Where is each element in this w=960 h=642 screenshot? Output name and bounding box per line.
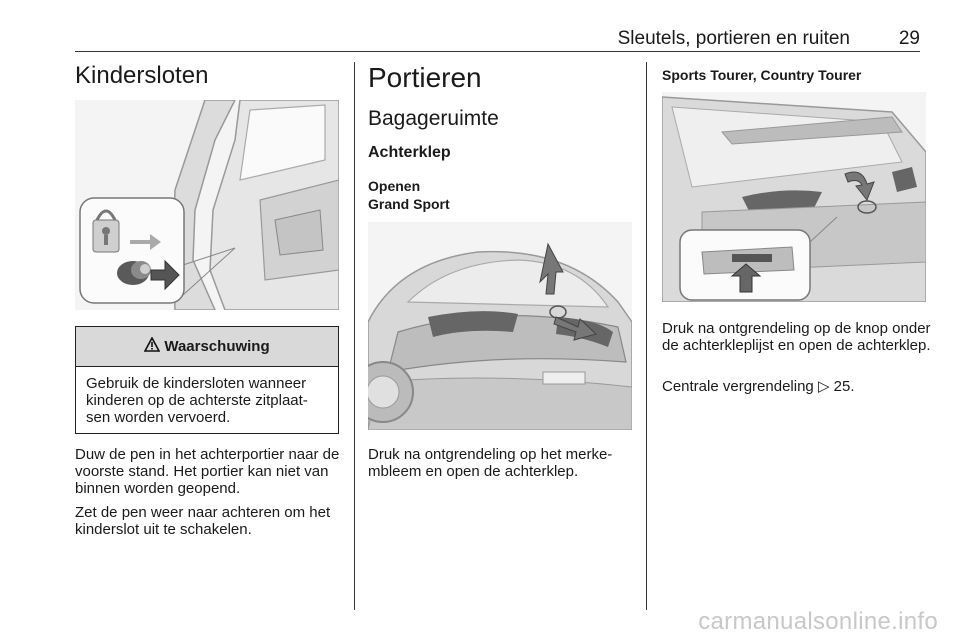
- paragraph-sports-tourer-1: Druk na ontgrendeling op de knop onder de achterkleplijst en open de achterklep.: [662, 320, 931, 354]
- section-heading-portieren: Portieren: [368, 62, 482, 93]
- page-number: 29: [898, 28, 920, 49]
- running-header-title: Sleutels, portieren en ruiten: [617, 28, 850, 49]
- heading-sports-tourer: Sports Tourer, Country Tourer: [662, 67, 862, 83]
- section-heading-kindersloten: Kindersloten: [75, 62, 209, 89]
- column-divider-right: [646, 62, 647, 610]
- watermark: carmanualsonline.info: [698, 608, 938, 635]
- column-divider-left: [354, 62, 355, 610]
- child-lock-illustration: [75, 100, 339, 310]
- warning-title: Waarschuwing: [164, 338, 270, 355]
- warning-box: [75, 326, 339, 434]
- paragraph-child-lock-2: Zet de pen weer naar achteren om het kinderslot uit te schakelen.: [75, 504, 331, 538]
- sports-tourer-tailgate-illustration: [662, 92, 926, 302]
- warning-header: [76, 327, 338, 367]
- page-reference-icon[interactable]: ▷: [817, 378, 830, 395]
- header-rule: [75, 51, 920, 52]
- heading-openen: Openen: [368, 178, 421, 194]
- subheading-bagageruimte: Bagageruimte: [368, 107, 499, 130]
- warning-text: Gebruik de kindersloten wanneer kinderen op de achterste zitplaat-sen worden vervoerd.: [86, 375, 308, 426]
- paragraph-central-locking: [662, 378, 932, 395]
- grand-sport-tailgate-illustration: [368, 222, 632, 430]
- heading-achterklep: Achterklep: [368, 144, 451, 161]
- page-reference[interactable]: 25.: [833, 378, 855, 395]
- warning-triangle-icon: [144, 337, 160, 356]
- heading-grand-sport: Grand Sport: [368, 196, 450, 212]
- caption-grand-sport: Druk na ontgrendeling op het merke-mbleem en open de achterklep.: [368, 446, 613, 480]
- paragraph-child-lock-1: Duw de pen in het achterportier naar de voorste stand. Het portier kan niet van binnen worden geopend.: [75, 446, 340, 497]
- central-locking-text: Centrale vergrendeling: [662, 378, 814, 395]
